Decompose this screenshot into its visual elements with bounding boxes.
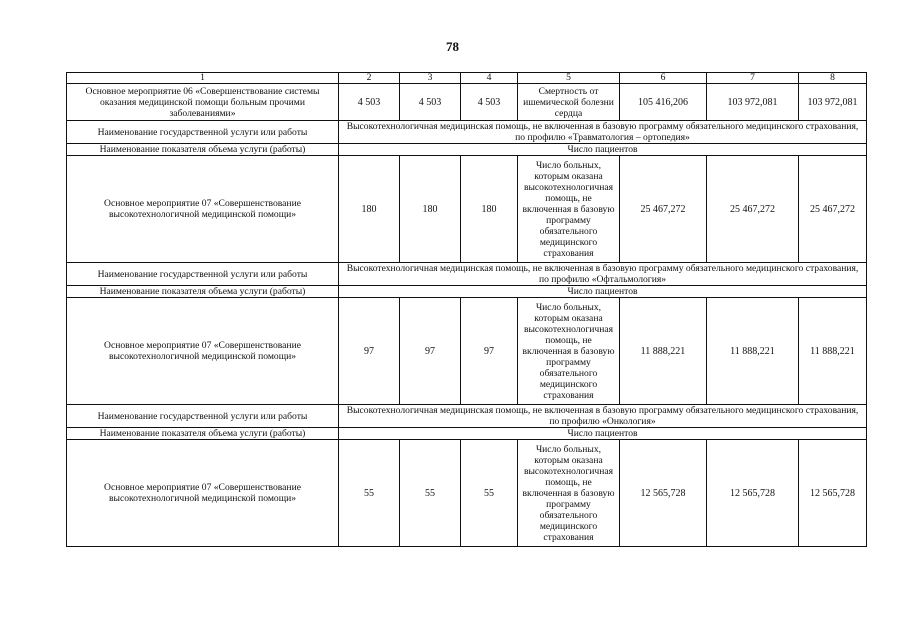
value-cell: 4 503: [461, 84, 518, 121]
value-cell: 12 565,728: [707, 440, 799, 547]
value-cell: 12 565,728: [620, 440, 707, 547]
value-cell: 4 503: [339, 84, 400, 121]
service-label: Наименование государственной услуги или работы: [67, 405, 339, 428]
table-row: [67, 440, 867, 547]
service-label: Наименование государственной услуги или работы: [67, 263, 339, 286]
value-cell: 25 467,272: [799, 156, 867, 263]
page-number: 78: [446, 39, 459, 54]
column-number: 4: [461, 73, 518, 84]
indicator-name-row: [67, 144, 867, 156]
indicator-label: Наименование показателя объема услуги (работы): [67, 428, 339, 440]
value-cell: 11 888,221: [620, 298, 707, 405]
indicator-label: Наименование показателя объема услуги (работы): [67, 144, 339, 156]
indicator-cell: Число больных, которым оказана высокотехнологичная помощь, не включенная в базовую программу обязательного медицинского страхования: [518, 440, 620, 547]
value-cell: 55: [400, 440, 461, 547]
column-number: 8: [799, 73, 867, 84]
indicator-cell: Смертность от ишемической болезни сердца: [518, 84, 620, 121]
indicator-label: Наименование показателя объема услуги (работы): [67, 286, 339, 298]
service-value: Высокотехнологичная медицинская помощь, не включенная в базовую программу обязательного медицинского страхования, по профилю «Травматология – ортопедия»: [339, 121, 867, 144]
value-cell: 55: [461, 440, 518, 547]
service-name-row: [67, 121, 867, 144]
indicator-cell: Число больных, которым оказана высокотехнологичная помощь, не включенная в базовую программу обязательного медицинского страхования: [518, 156, 620, 263]
column-number: 2: [339, 73, 400, 84]
value-cell: 103 972,081: [707, 84, 799, 121]
column-number: 1: [67, 73, 339, 84]
service-value: Высокотехнологичная медицинская помощь, не включенная в базовую программу обязательного медицинского страхования, по профилю «Онкология»: [339, 405, 867, 428]
indicator-name-row: [67, 286, 867, 298]
value-cell: 180: [339, 156, 400, 263]
value-cell: 180: [461, 156, 518, 263]
measure-label: Основное мероприятие 06 «Совершенствование системы оказания медицинской помощи больным прочими заболеваниями»: [67, 84, 339, 121]
measure-label: Основное мероприятие 07 «Совершенствование высокотехнологичной медицинской помощи»: [67, 298, 339, 405]
column-number: 3: [400, 73, 461, 84]
indicator-cell: Число больных, которым оказана высокотехнологичная помощь, не включенная в базовую программу обязательного медицинского страхования: [518, 298, 620, 405]
table-row: [67, 298, 867, 405]
column-number: 7: [707, 73, 799, 84]
service-name-row: [67, 263, 867, 286]
value-cell: 11 888,221: [799, 298, 867, 405]
column-number: 6: [620, 73, 707, 84]
measure-label: Основное мероприятие 07 «Совершенствование высокотехнологичной медицинской помощи»: [67, 440, 339, 547]
measure-label: Основное мероприятие 07 «Совершенствование высокотехнологичной медицинской помощи»: [67, 156, 339, 263]
value-cell: 25 467,272: [620, 156, 707, 263]
value-cell: 25 467,272: [707, 156, 799, 263]
value-cell: 97: [339, 298, 400, 405]
value-cell: 55: [339, 440, 400, 547]
value-cell: 11 888,221: [707, 298, 799, 405]
indicator-value: Число пациентов: [339, 144, 867, 156]
indicator-name-row: [67, 428, 867, 440]
value-cell: 97: [400, 298, 461, 405]
table-row: [67, 156, 867, 263]
column-number-row: [67, 73, 867, 84]
indicator-value: Число пациентов: [339, 428, 867, 440]
value-cell: 12 565,728: [799, 440, 867, 547]
measures-table: [66, 72, 867, 547]
value-cell: 4 503: [400, 84, 461, 121]
service-label: Наименование государственной услуги или работы: [67, 121, 339, 144]
service-name-row: [67, 405, 867, 428]
value-cell: 103 972,081: [799, 84, 867, 121]
indicator-value: Число пациентов: [339, 286, 867, 298]
service-value: Высокотехнологичная медицинская помощь, не включенная в базовую программу обязательного медицинского страхования, по профилю «Офтальмология»: [339, 263, 867, 286]
column-number: 5: [518, 73, 620, 84]
table-row: [67, 84, 867, 121]
value-cell: 180: [400, 156, 461, 263]
value-cell: 97: [461, 298, 518, 405]
value-cell: 105 416,206: [620, 84, 707, 121]
